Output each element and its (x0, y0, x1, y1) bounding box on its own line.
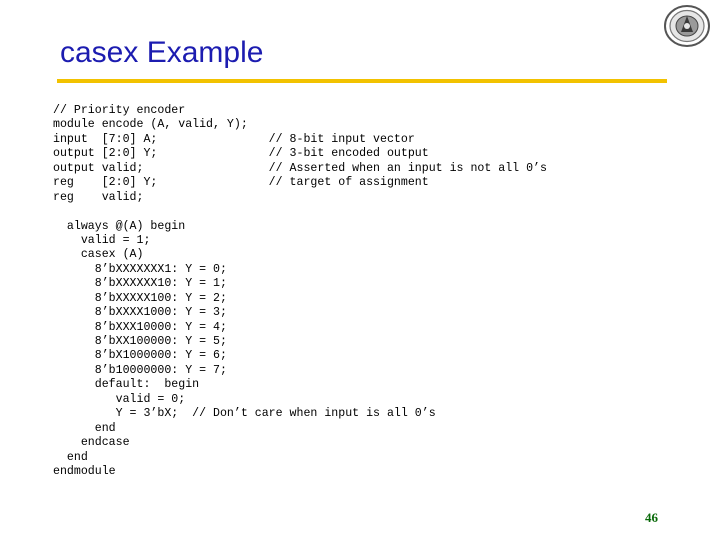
code-line: output valid; // Asserted when an input is not all 0’s (53, 161, 547, 175)
code-line: end (53, 450, 88, 464)
code-line: reg [2:0] Y; // target of assignment (53, 176, 429, 190)
code-line: valid = 0; (53, 392, 186, 406)
code-line: endcase (53, 436, 130, 450)
code-line: valid = 1; (53, 233, 151, 247)
code-line: Y = 3’bX; // Don’t care when input is all 0’s (53, 407, 436, 421)
code-line: 8’bXXXX1000: Y = 3; (53, 306, 227, 320)
code-line: reg valid; (53, 190, 144, 204)
slide-title: casex Example (60, 36, 264, 69)
code-line: endmodule (53, 464, 116, 478)
code-line: module encode (A, valid, Y); (53, 118, 248, 132)
page-number: 46 (645, 510, 658, 525)
code-line: 8’bX1000000: Y = 6; (53, 349, 227, 363)
code-line: 8’bXX100000: Y = 5; (53, 335, 227, 348)
code-line: 8’bXXXXXX10: Y = 1; (53, 277, 227, 291)
code-line: 8’bXXX10000: Y = 4; (53, 320, 227, 334)
code-line: casex (A) (53, 248, 144, 262)
code-line: output [2:0] Y; // 3-bit encoded output (53, 147, 429, 161)
code-line: input [7:0] A; // 8-bit input vector (53, 132, 415, 146)
title-underline (57, 79, 667, 83)
university-seal-icon (663, 4, 711, 48)
code-line: // Priority encoder (53, 104, 186, 117)
code-line: 8’b10000000: Y = 7; (53, 363, 227, 377)
code-line: 8’bXXXXX100: Y = 2; (53, 291, 227, 305)
code-line: always @(A) begin (53, 219, 186, 233)
code-line: default: begin (53, 378, 200, 392)
code-line (53, 205, 547, 219)
code-line: end (53, 421, 116, 435)
verilog-code-block (53, 104, 547, 479)
code-line: 8’bXXXXXXX1: Y = 0; (53, 262, 227, 276)
